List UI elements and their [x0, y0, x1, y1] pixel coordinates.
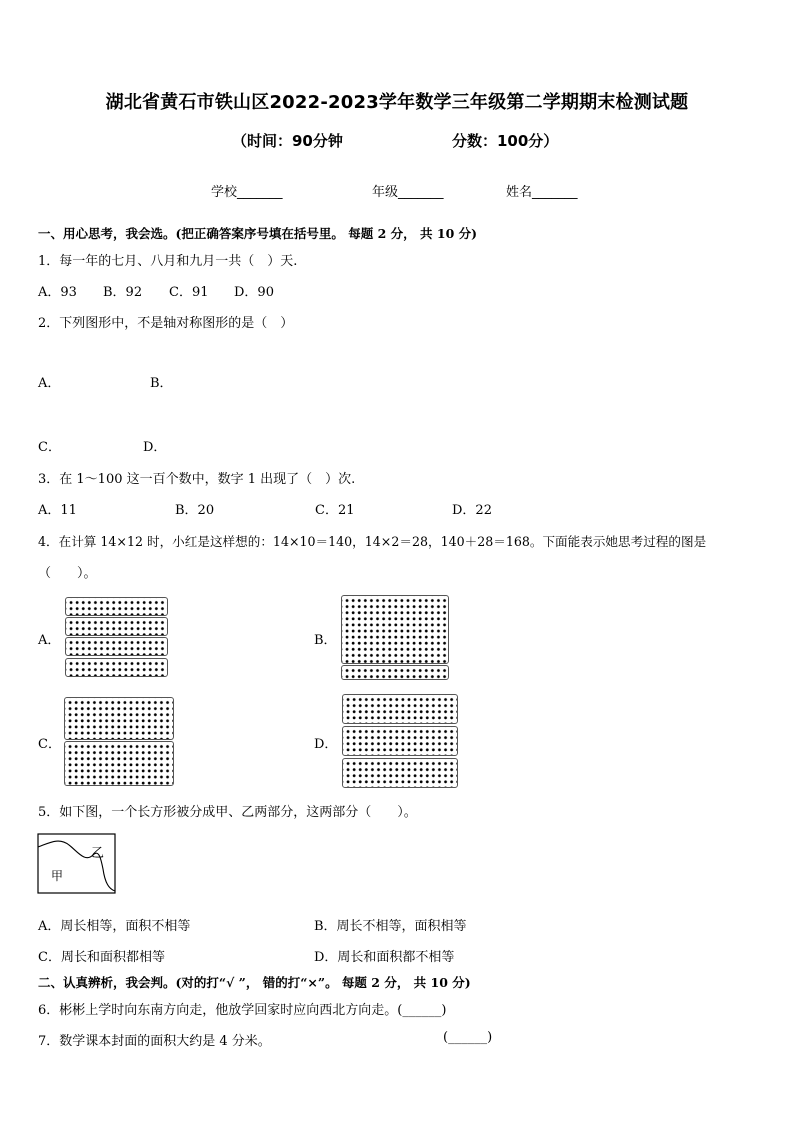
q5-label-jia: 甲: [51, 869, 64, 883]
q1-option-a: A．93: [38, 285, 77, 300]
q5-option-c: C．周长和面积都相等: [38, 950, 165, 965]
question-2-stem: 2．下列图形中，不是轴对称图形的是（ ）: [38, 316, 294, 331]
q1-option-c: C．91: [169, 285, 209, 300]
section-1-heading: 一、用心思考，我会选。(把正确答案序号填在括号里。 每题 2 分， 共 10 分): [38, 226, 478, 241]
q4-option-a: A．: [38, 633, 61, 648]
q4-a-dot-strip-1: [65, 597, 168, 616]
q7-answer-blank: (______): [443, 1030, 493, 1045]
q4-b-dot-grid-large: [341, 595, 449, 664]
q4-d-dot-grid-2: [342, 726, 458, 756]
q2-option-c: C．: [38, 440, 61, 455]
q5-option-b: B．周长不相等，面积相等: [314, 919, 467, 934]
q2-option-a: A．: [38, 376, 61, 391]
q1-option-b: B．92: [103, 285, 143, 300]
question-5-stem: 5．如下图，一个长方形被分成甲、乙两部分，这两部分（ ）。: [38, 805, 417, 820]
q4-option-c: C．: [38, 737, 61, 752]
q3-option-b: B．20: [175, 503, 215, 518]
question-1-stem: 1．每一年的七月、八月和九月一共（ ）天.: [38, 254, 298, 269]
school-field: 学校_______: [211, 185, 283, 200]
q5-option-d: D．周长和面积都不相等: [314, 950, 455, 965]
q4-d-dot-grid-1: [342, 694, 458, 724]
q1-option-d: D．90: [234, 285, 274, 300]
grade-field: 年级_______: [372, 185, 444, 200]
q4-option-d: D．: [314, 737, 338, 752]
q5-label-yi: 乙: [91, 846, 105, 861]
q4-a-dot-strip-4: [65, 658, 168, 677]
name-field: 姓名_______: [506, 185, 578, 200]
section-2-heading: 二、认真辨析，我会判。(对的打“√ ”， 错的打“×”。 每题 2 分， 共 10 分): [38, 975, 471, 990]
page-title: 湖北省黄石市铁山区2022-2023学年数学三年级第二学期期末检测试题: [105, 92, 689, 113]
q4-option-b: B．: [314, 633, 337, 648]
q3-option-c: C．21: [315, 503, 355, 518]
exam-time: （时间：90分钟: [232, 132, 343, 150]
question-6: 6．彬彬上学时向东南方向走，他放学回家时应向西北方向走。(______): [38, 1003, 447, 1018]
question-7-stem: 7．数学课本封面的面积大约是 4 分米。: [38, 1034, 271, 1049]
q3-option-d: D．22: [452, 503, 492, 518]
q2-option-b: B．: [150, 376, 173, 391]
q4-a-dot-strip-2: [65, 617, 168, 636]
q4-a-dot-strip-3: [65, 637, 168, 656]
q4-b-dot-grid-small: [341, 665, 449, 680]
question-3-stem: 3．在 1～100 这一百个数中，数字 1 出现了（ ）次.: [38, 472, 356, 487]
q4-c-dot-grid-bottom: [64, 741, 174, 786]
q5-option-a: A．周长相等，面积不相等: [38, 919, 191, 934]
exam-score: 分数：100分）: [452, 132, 559, 150]
q5-rectangle-figure: [37, 833, 117, 895]
question-4-stem-cont: （ ）。: [38, 566, 97, 581]
q4-c-dot-grid-top: [64, 697, 174, 740]
question-4-stem: 4．在计算 14×12 时，小红是这样想的：14×10＝140，14×2＝28，140＋28＝168。下面能表示她思考过程的图是: [38, 534, 707, 549]
q2-option-d: D．: [143, 440, 167, 455]
q4-d-dot-grid-3: [342, 758, 458, 788]
q3-option-a: A．11: [38, 503, 77, 518]
